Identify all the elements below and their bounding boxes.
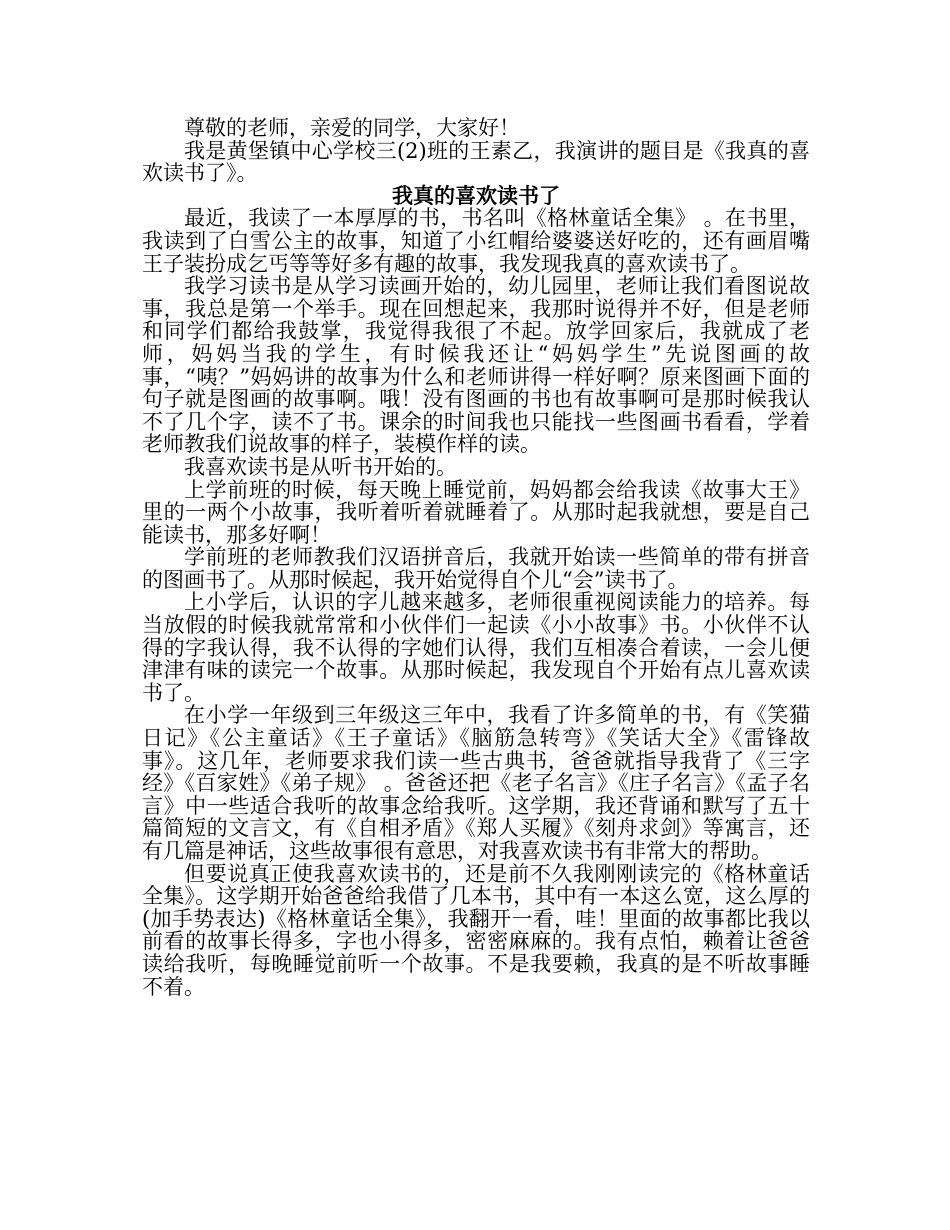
- paragraph-3: 我喜欢读书是从听书开始的。: [184, 454, 457, 479]
- paragraph-8: 但要说真正使我喜欢读书的，还是前不久我刚刚读完的《格林童话全集》。这学期开始爸爸给我借了几本书，其中有一本这么宽，这么厚的(加手势表达)《格林童话全集》，我翻开一看，哇！里面的故事都比我以前看的故事长得多，字也小得多，密密麻麻的。我有点怕，赖着让爸爸读给我听，每晚睡觉前听一个故事。不是我要赖，我真的是不听故事睡不着。: [142, 861, 810, 999]
- paragraph-2: 我学习读书是从学习读画开始的，幼儿园里，老师让我们看图说故事，我总是第一个举手。现在回想起来，我那时说得并不好，但是老师和同学们都给我鼓掌，我觉得我很了不起。放学回家后，我就成了老师，妈妈当我的学生，有时候我还让“妈妈学生”先说图画的故事，“咦？”妈妈讲的故事为什么和老师讲得一样好啊？原来图画下面的句子就是图画的故事啊。哦！没有图画的书也有故事啊可是那时候我认不了几个字，读不了书。课余的时间我也只能找一些图画书看看，学着老师教我们说故事的样子，装模作样的读。: [142, 274, 810, 457]
- speech-title: 我真的喜欢读书了: [392, 182, 560, 208]
- paragraph-1: 最近，我读了一本厚厚的书，书名叫《格林童话全集》 。在书里，我读到了白雪公主的故事，知道了小红帽给婆婆送好吃的，还有画眉嘴王子装扮成乞丐等等好多有趣的故事，我发现我真的喜欢读书了。: [142, 206, 810, 276]
- paragraph-5: 学前班的老师教我们汉语拼音后，我就开始读一些简单的带有拼音的图画书了。从那时候起，我开始觉得自个儿“会”读书了。: [142, 545, 810, 592]
- speech-text: [142, 117, 810, 998]
- paragraph-4: 上学前班的时候，每天晚上睡觉前，妈妈都会给我读《故事大王》里的一两个小故事，我听着听着就睡着了。从那时起我就想，要是自己能读书，那多好啊！: [142, 477, 810, 547]
- intro-paragraph: 我是黄堡镇中心学校三(2)班的王素乙，我演讲的题目是《我真的喜欢读书了》。: [142, 138, 810, 186]
- paragraph-6: 上小学后，认识的字儿越来越多，老师很重视阅读能力的培养。每当放假的时候我就常常和小伙伴们一起读《小小故事》书。小伙伴不认得的字我认得，我不认得的字她们认得，我们互相凑合着读，一会儿便津津有味的读完一个故事。从那时候起，我发现自个开始有点儿喜欢读书了。: [142, 590, 810, 705]
- paragraph-7: 在小学一年级到三年级这三年中，我看了许多简单的书，有《笑猫日记》《公主童话》《王子童话》《脑筋急转弯》《笑话大全》《雷锋故事》。这几年，老师要求我们读一些古典书，爸爸就指导我背了《三字经》《百家姓》《弟子规》 。爸爸还把《老子名言》《庄子名言》《孟子名言》中一些适合我听的故事念给我听。这学期，我还背诵和默写了五十篇简短的文言文，有《自相矛盾》《郑人买履》《刻舟求剑》等寓言，还有几篇是神话，这些故事很有意思，对我喜欢读书有非常大的帮助。: [142, 703, 810, 863]
- greeting: 尊敬的老师，亲爱的同学，大家好！: [184, 116, 520, 140]
